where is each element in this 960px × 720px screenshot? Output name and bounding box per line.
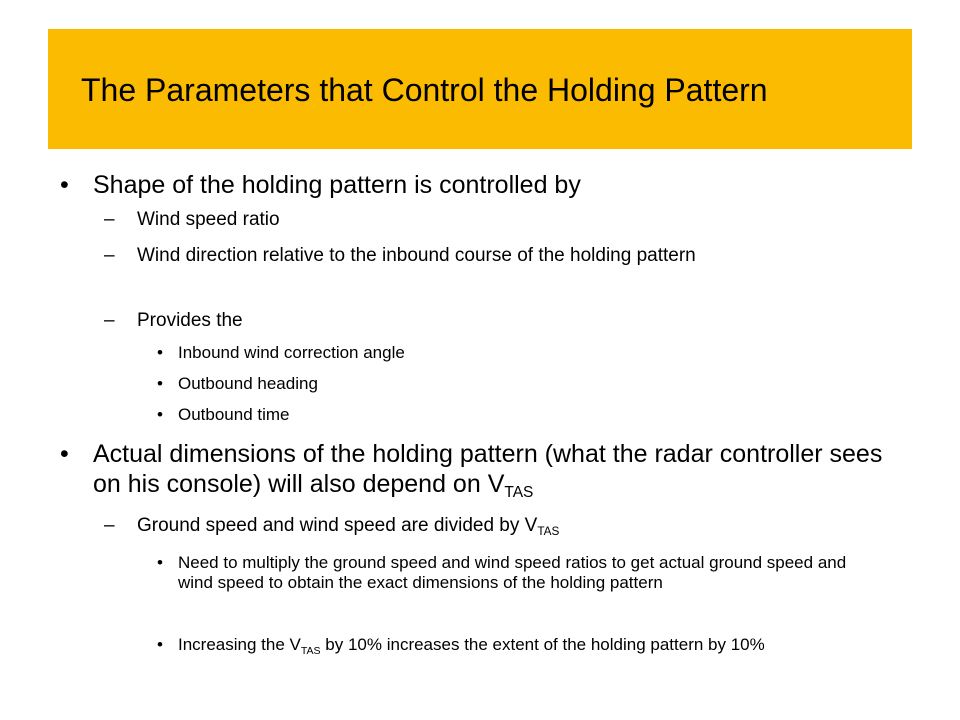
subscript: TAS <box>537 525 560 539</box>
sub-sub-bullet-text: Inbound wind correction angle <box>178 343 405 362</box>
dash-glyph: – <box>104 209 115 230</box>
bullet-glyph: • <box>157 343 163 362</box>
bullet-glyph: • <box>157 635 163 654</box>
sub-sub-bullet-text <box>178 635 858 657</box>
bullet-text-main: Actual dimensions of the holding pattern (what the radar controller sees on his console) will also depend on V <box>93 440 883 498</box>
sub-sub-bullet-text: Need to multiply the ground speed and wind speed ratios to get actual ground speed and wind speed to obtain the exact dimensions of the holding pattern <box>178 553 847 592</box>
bullet-text: Shape of the holding pattern is controlled by <box>93 171 581 199</box>
sub-sub-bullet-text: Outbound time <box>178 405 290 424</box>
dash-glyph: – <box>104 245 115 266</box>
sub-bullet-text: Wind direction relative to the inbound course of the holding pattern <box>137 245 696 266</box>
dash-glyph: – <box>104 515 115 536</box>
sub-bullet-text: Provides the <box>137 310 243 331</box>
bullet-glyph: • <box>157 553 163 572</box>
slide-title: The Parameters that Control the Holding Pattern <box>81 72 768 108</box>
bullet-glyph: • <box>157 405 163 424</box>
bullet-glyph: • <box>60 171 69 199</box>
dash-glyph: – <box>104 310 115 331</box>
sub-bullet-text <box>137 514 837 539</box>
subscript: TAS <box>504 484 534 502</box>
bullet-glyph: • <box>157 374 163 393</box>
text-part-2: by 10% increases the extent of the holding pattern by 10% <box>320 635 765 654</box>
subscript: TAS <box>300 644 321 657</box>
sub-bullet-text-main: Ground speed and wind speed are divided by V <box>137 515 538 536</box>
text-part-1: Increasing the V <box>178 635 301 654</box>
sub-bullet-text: Wind speed ratio <box>137 209 280 230</box>
bullet-glyph: • <box>60 440 69 468</box>
sub-sub-bullet-text: Outbound heading <box>178 374 318 393</box>
bullet-text <box>93 439 893 503</box>
